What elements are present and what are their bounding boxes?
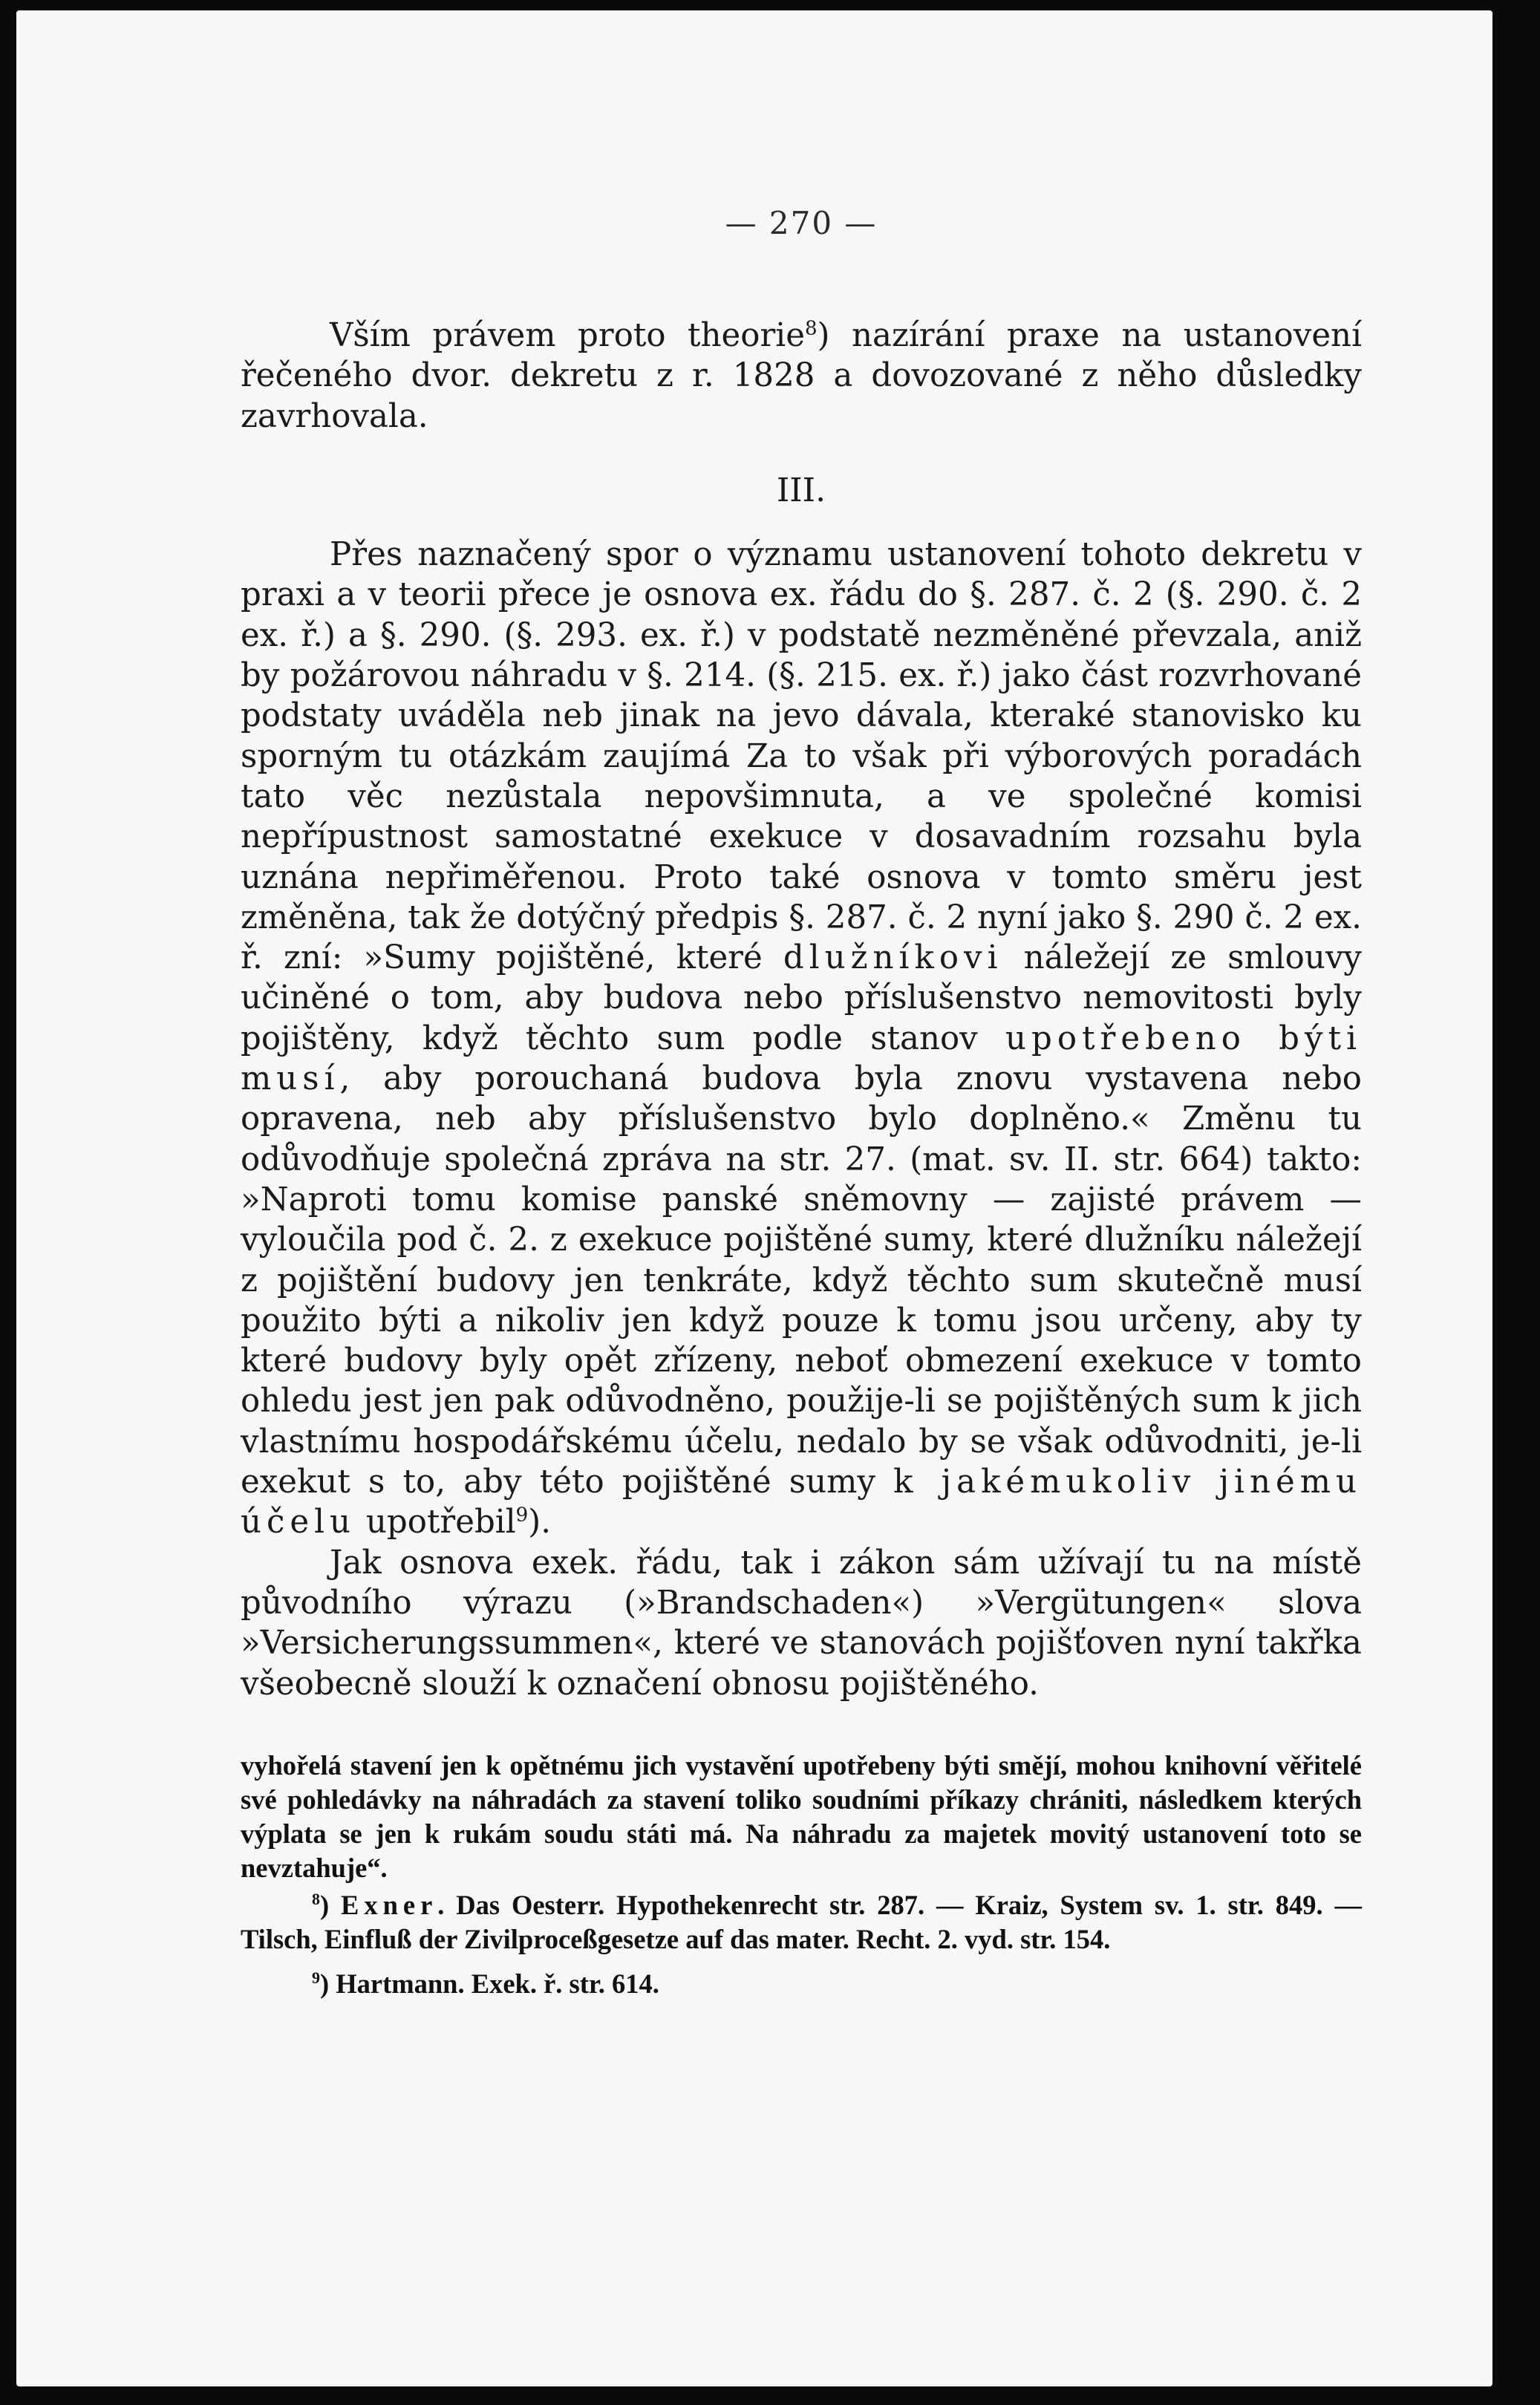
footnotes <box>241 1749 1362 2001</box>
emphasis-jakemukoliv: k jakémukoliv jinému účelu <box>241 1463 1362 1541</box>
last-paragraph: Jak osnova exek. řádu, tak i zákon sám užívají tu na místě původního výrazu (»Brandschaden«) »Vergütungen« slova »Versicherungssummen«, které ve stanovách pojišťoven nyní takřka všeobecně slouží k označení obnosu pojištěného. <box>241 1544 1362 1703</box>
footnote-ref-8: 8 <box>804 317 818 340</box>
document-page <box>16 10 1492 2386</box>
main-text-part5: ). <box>528 1504 552 1541</box>
emphasis-dluznikovi: dlužníkovi <box>783 939 1003 977</box>
main-paragraph <box>241 535 1362 1542</box>
footnote-8: $^8$) Exner. Das Oesterr. Hypothekenrecht str. 287. — Kraiz, System sv. 1. str. 849. — Tilsch, Einfluß der Zivilproceßgesetze auf das mater. Recht. 2. vyd. str. 154. <box>241 1889 1362 1954</box>
main-text-part2: náležejí ze smlouvy učiněné o tom, aby budova nebo příslušenstvo nemovitosti byly pojištěny, když těchto sum podle stanov <box>241 939 1362 1057</box>
intro-paragraph <box>241 316 1362 437</box>
footnote-9-text: ) Hartmann. Exek. ř. str. 614. <box>319 1968 659 1999</box>
footnote-8-author: Exner <box>340 1889 438 1920</box>
main-text-part4: upotřebil <box>356 1504 516 1541</box>
footnote-9 <box>241 1967 1362 2001</box>
footnote-9-marker: 9 <box>312 1968 320 1987</box>
intro-text-before: Vším právem proto theorie <box>330 317 805 354</box>
emphasis-upotrebeno: upotřebeno býti musí <box>241 1019 1362 1098</box>
footnote-8-marker: 8 <box>312 1889 320 1908</box>
body-text <box>241 316 1362 1704</box>
footnote-8-text: . Das Oesterr. Hypothekenrecht str. 287. — Kraiz, System sv. 1. str. 849. — Tilsch, Einfluß der Zivilproceßgesetze auf das mater. Recht. 2. vyd. str. 154. <box>241 1889 1362 1954</box>
footnote-ref-9: 9 <box>515 1504 529 1527</box>
main-text-part3: , aby porouchaná budova byla znovu vystavena nebo opravena, neb aby příslušenstvo bylo doplněno.« Změnu tu odůvodňuje společná zpráva na str. 27. (mat. sv. II. str. 664) takto: »Naproti tomu komise panské sněmovny — zajisté právem — vyloučila pod č. 2. z exekuce pojištěné sumy, které dlužníku náležejí z pojištění budovy jen tenkráte, když těchto sum skutečně musí použito býti a nikoliv jen když pouze k tomu jsou určeny, aby ty které budovy byly opět zřízeny, neboť obmezení exekuce v tomto ohledu jest jen pak odůvodněno, použije-li se pojištěných sum k jich vlastnímu hospodářskému účelu, nedalo by se však odůvodniti, je-li exekut s to, aby této pojištěné sumy <box>241 1060 1362 1501</box>
page-number: — 270 — <box>725 205 878 241</box>
footnote-continuation: vyhořelá stavení jen k opětnému jich vystavění upotřebeny býti smějí, mohou knihovní věřitelé své pohledávky na náhradách za stavení toliko soudními příkazy chrániti, následkem kterých výplata se jen k rukám soudu státi má. Na náhradu za majetek movitý ustanovení toto se nevztahuje“. <box>241 1749 1362 1883</box>
main-text-part1: Přes naznačený spor o významu ustanovení tohoto dekretu v praxi a v teorii přece je osnova ex. řádu do §. 287. č. 2 (§. 290. č. 2 ex. ř.) a §. 290. (§. 293. ex. ř.) v podstatě nezměněné převzala, aniž by požárovou náhradu v §. 214. (§. 215. ex. ř.) jako část rozvrhované podstaty uváděla neb jinak na jevo dávala, kteraké stanovisko ku sporným tu otázkám zaujímá Za to však při výborových poradách tato věc nezůstala nepovšimnuta, a ve společné komisi nepřípustnost samostatné exekuce v dosavadním rozsahu byla uznána nepřiměřenou. Proto také osnova v tomto směru jest změněna, tak že dotýčný předpis §. 287. č. 2 nyní jako §. 290 č. 2 ex. ř. zní: »Sumy pojištěné, které <box>241 536 1363 977</box>
section-heading: III. <box>776 471 826 509</box>
page-content <box>241 205 1362 2001</box>
intro-text-after: ) nazírání praxe na ustanovení řečeného dvor. dekretu z r. 1828 a dovozované z něho důsledky zavrhovala. <box>241 317 1362 435</box>
